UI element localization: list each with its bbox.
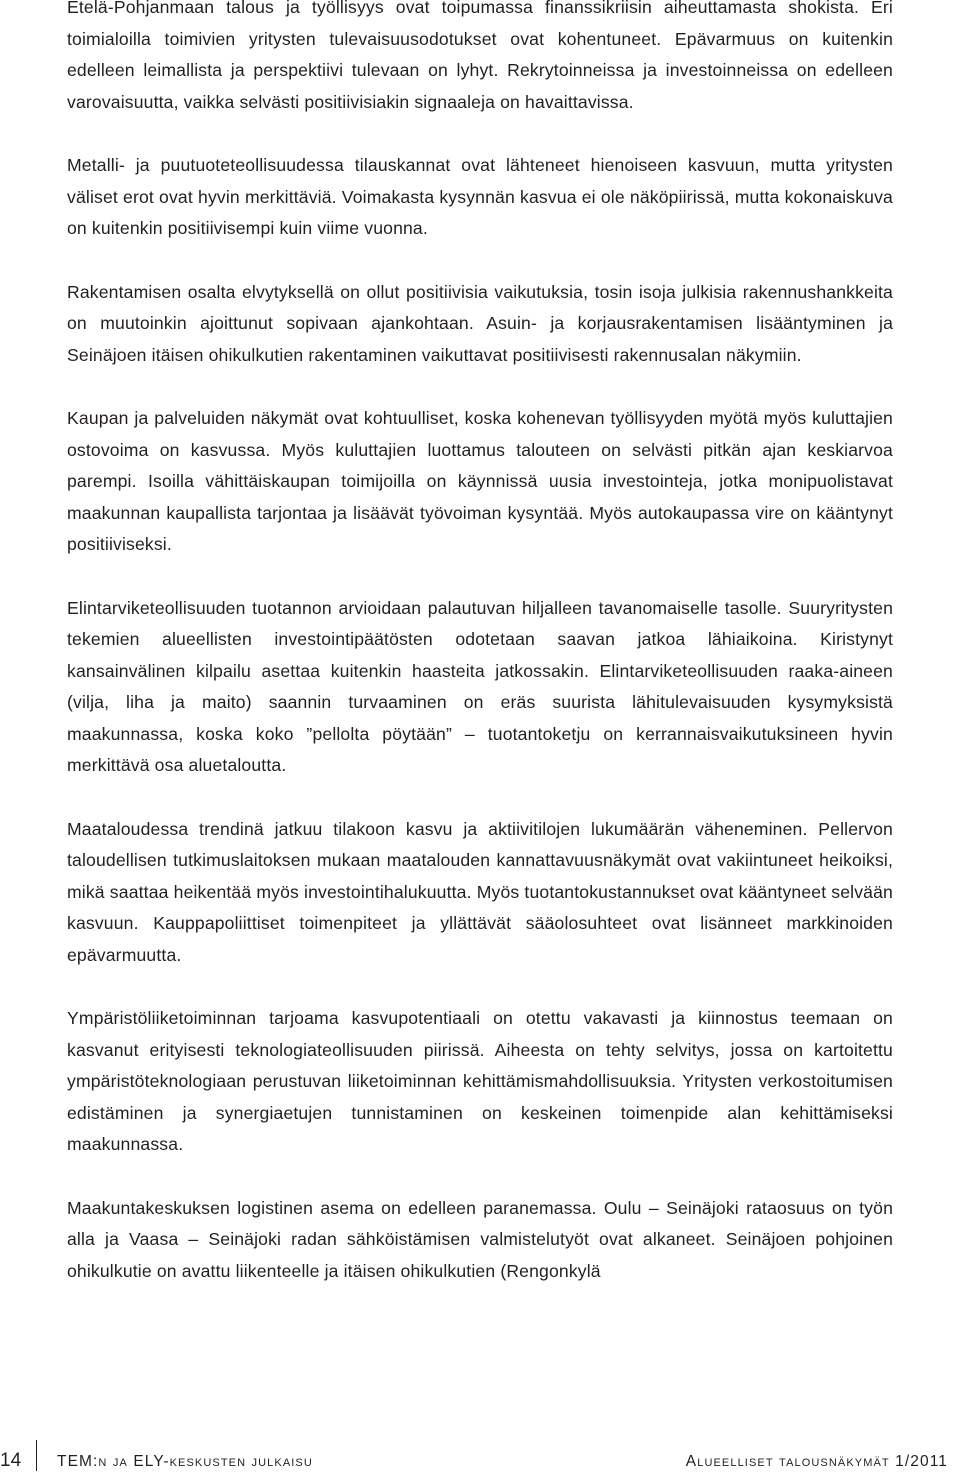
footer-divider xyxy=(36,1440,37,1471)
page-number: 14 xyxy=(0,1450,22,1471)
paragraph-environmental-business: Ympäristöliiketoiminnan tarjoama kasvupotentiaali on otettu vakavasti ja kiinnostus teemaan on kasvanut erityisesti teknologiateollisuuden piirissä. Aiheesta on tehty selvitys, jossa on kartoitettu ympäristöteknologiaan perustuvan liiketoiminnan kehittämismahdollisuuksia. Yritysten verkostoitumisen edistäminen ja synergiaetujen tunnistaminen on keskeinen toimenpide alan kehittämiseksi maakunnassa. xyxy=(67,1008,893,1154)
footer-issue-title: Alueelliset talousnäkymät 1/2011 xyxy=(685,1453,948,1470)
article-body xyxy=(67,0,893,1319)
paragraph-metal-wood-industry: Metalli- ja puutuoteteollisuudessa tilauskannat ovat lähteneet hienoiseen kasvuun, mutta yritysten väliset erot ovat hyvin merkittäviä. Voimakasta kysynnän kasvua ei ole näköpiirissä, mutta kokonaiskuva on kuitenkin positiivisempi kuin viime vuonna. xyxy=(67,155,893,238)
page-footer xyxy=(0,1440,960,1471)
footer-publication-name: TEM:n ja ELY-keskusten julkaisu xyxy=(57,1453,313,1470)
paragraph-overview: Etelä-Pohjanmaan talous ja työllisyys ovat toipumassa finanssikriisin aiheuttamasta shokista. Eri toimialoilla toimivien yritysten tulevaisuusodotukset ovat kohentuneet. Epävarmuus on kuitenkin edelleen leimallista ja perspektiivi tulevaan on lyhyt. Rekrytoinneissa ja investoinneissa on edelleen varovaisuutta, vaikka selvästi positiivisiakin signaaleja on havaittavissa. xyxy=(67,0,893,112)
paragraph-agriculture: Maataloudessa trendinä jatkuu tilakoon kasvu ja aktiivitilojen lukumäärän väheneminen. Pellervon taloudellisen tutkimuslaitoksen mukaan maatalouden kannattavuusnäkymät ovat vakiintuneet heikoiksi, mikä saattaa heikentää myös investointihalukuutta. Myös tuotantokustannukset ovat kääntyneet selvään kasvuun. Kauppapoliittiset toimenpiteet ja yllättävät sääolosuhteet ovat lisänneet markkinoiden epävarmuutta. xyxy=(67,818,893,965)
paragraph-trade-services: Kaupan ja palveluiden näkymät ovat kohtuulliset, koska kohenevan työllisyyden myötä myös kuluttajien ostovoima on kasvussa. Myös kuluttajien luottamus talouteen on selvästi pitkän ajan keskiarvoa parempi. Isoilla vähittäiskaupan toimijoilla on käynnissä uusia investointeja, jotka monipuolistavat maakunnan kaupallista tarjontaa ja lisäävät työvoiman kysyntää. Myös autokaupassa vire on kääntynyt positiiviseksi. xyxy=(67,408,893,554)
paragraph-food-industry: Elintarviketeollisuuden tuotannon arvioidaan palautuvan hiljalleen tavanomaiselle tasolle. Suuryritysten tekemien alueellisten investointipäätösten odotetaan saavan jatkoa lähiaikoina. Kiristynyt kansainvälinen kilpailu asettaa kuitenkin haasteita jatkossakin. Elintarviketeollisuuden raaka-aineen (vilja, liha ja maito) saannin turvaaminen on eräs suurista lähitulevaisuuden kysymyksistä maakunnassa, koska koko ”pellolta pöytään” – tuotantoketju on kerrannaisvaikutuksineen hyvin merkittävä osa aluetaloutta. xyxy=(67,597,893,775)
paragraph-logistics: Maakuntakeskuksen logistinen asema on edelleen paranemassa. Oulu – Seinäjoki rataosuus on työn alla ja Vaasa – Seinäjoki radan sähköistämisen valmistelutyöt ovat alkaneet. Seinäjoen pohjoinen ohikulkutie on avattu liikenteelle ja itäisen ohikulkutien (Rengonkylä xyxy=(67,1197,893,1281)
paragraph-construction: Rakentamisen osalta elvytyksellä on ollut positiivisia vaikutuksia, tosin isoja julkisia rakennushankkeita on muutoinkin ajoittunut sopivaan ajankohtaan. Asuin- ja korjausrakentamisen lisääntyminen ja Seinäjoen itäisen ohikulkutien rakentaminen vaikuttavat positiivisesti rakennusalan näkymiin. xyxy=(67,281,893,365)
